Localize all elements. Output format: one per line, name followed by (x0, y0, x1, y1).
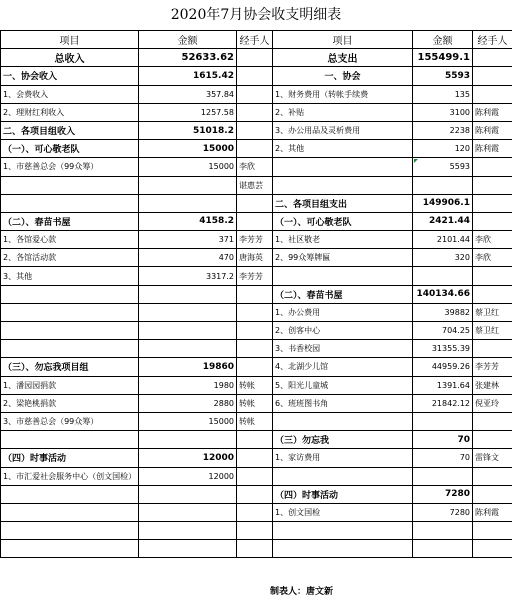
left-amount-cell[interactable] (139, 431, 237, 449)
right-item-cell[interactable]: 2、创客中心 (273, 322, 413, 340)
left-handler-cell[interactable]: 李芳芳 (237, 231, 273, 249)
right-item-cell[interactable]: （二）、春苗书屋 (273, 285, 413, 303)
left-item-cell[interactable]: 1、市慈善总会（99众筹） (1, 158, 139, 176)
left-handler-cell[interactable] (237, 194, 273, 212)
left-item-cell[interactable] (1, 176, 139, 194)
table-row (1, 212, 512, 230)
table-row (1, 322, 512, 340)
right-handler-cell[interactable] (473, 194, 512, 212)
right-amount-cell[interactable]: 2101.44 (413, 231, 473, 249)
right-amount-cell[interactable]: 44959.26 (413, 358, 473, 376)
right-handler-cell[interactable]: 蔡卫红 (473, 322, 512, 340)
left-amount-cell[interactable] (139, 285, 237, 303)
table-row (1, 376, 512, 394)
right-amount-cell[interactable]: 5593 (413, 67, 473, 85)
right-amount-cell[interactable]: 135 (413, 85, 473, 103)
left-handler-cell[interactable]: 唐海英 (237, 249, 273, 267)
right-amount-cell[interactable]: 140134.66 (413, 285, 473, 303)
left-handler-cell[interactable] (237, 103, 273, 121)
right-item-cell[interactable]: 4、北湖少儿馆 (273, 358, 413, 376)
left-handler-cell[interactable]: 转帐 (237, 394, 273, 412)
left-handler-cell[interactable]: 转帐 (237, 412, 273, 430)
left-item-cell[interactable]: 1、会费收入 (1, 85, 139, 103)
left-handler-cell[interactable] (237, 49, 273, 67)
left-amount-cell[interactable]: 3317.2 (139, 267, 237, 285)
right-handler-cell[interactable]: 李欣 (473, 231, 512, 249)
left-amount-cell[interactable]: 15000 (139, 140, 237, 158)
right-handler-cell[interactable]: 李芳芳 (473, 358, 512, 376)
header-amount-left: 金额 (139, 31, 237, 49)
left-amount-cell[interactable]: 19860 (139, 358, 237, 376)
table-row (1, 158, 512, 176)
right-item-cell[interactable]: 1、办公费用 (273, 303, 413, 321)
table-row (1, 176, 512, 194)
left-amount-cell[interactable] (139, 540, 237, 558)
left-amount-cell[interactable] (139, 340, 237, 358)
left-amount-cell[interactable]: 371 (139, 231, 237, 249)
right-amount-cell[interactable] (413, 412, 473, 430)
right-handler-cell[interactable] (473, 540, 512, 558)
right-amount-cell[interactable]: 2238 (413, 121, 473, 139)
left-amount-cell[interactable]: 12000 (139, 467, 237, 485)
right-handler-cell[interactable] (473, 340, 512, 358)
right-item-cell[interactable]: 2、其他 (273, 140, 413, 158)
left-item-cell[interactable]: 2、理财红利收入 (1, 103, 139, 121)
left-handler-cell[interactable] (237, 503, 273, 521)
left-item-cell[interactable]: 3、市慈善总会（99众筹） (1, 412, 139, 430)
header-handler-left: 经手人 (237, 31, 273, 49)
right-handler-cell[interactable] (473, 267, 512, 285)
left-amount-cell[interactable] (139, 194, 237, 212)
table-row (1, 303, 512, 321)
right-item-cell[interactable]: 2、补贴 (273, 103, 413, 121)
left-amount-cell[interactable]: 15000 (139, 158, 237, 176)
left-amount-cell[interactable]: 357.84 (139, 85, 237, 103)
right-item-cell[interactable]: 3、书香校园 (273, 340, 413, 358)
left-handler-cell[interactable] (237, 540, 273, 558)
right-handler-cell[interactable] (473, 285, 512, 303)
left-handler-cell[interactable] (237, 322, 273, 340)
table-row (1, 121, 512, 139)
left-item-cell[interactable]: 总收入 (1, 49, 139, 67)
left-handler-cell[interactable] (237, 121, 273, 139)
left-amount-cell[interactable]: 1980 (139, 376, 237, 394)
header-row (1, 31, 512, 49)
ledger-table (0, 30, 512, 558)
left-handler-cell[interactable]: 转帐 (237, 376, 273, 394)
table-row (1, 485, 512, 503)
table-row (1, 140, 512, 158)
right-handler-cell[interactable]: 陈利霞 (473, 503, 512, 521)
right-handler-cell[interactable]: 雷锋文 (473, 449, 512, 467)
left-handler-cell[interactable] (237, 522, 273, 540)
right-item-cell[interactable] (273, 176, 413, 194)
left-handler-cell[interactable] (237, 467, 273, 485)
right-item-cell[interactable]: 1、家访费用 (273, 449, 413, 467)
left-amount-cell[interactable] (139, 303, 237, 321)
right-amount-cell[interactable]: 39882 (413, 303, 473, 321)
right-item-cell[interactable] (273, 522, 413, 540)
left-handler-cell[interactable] (237, 67, 273, 85)
right-amount-cell[interactable]: 7280 (413, 485, 473, 503)
table-row (1, 340, 512, 358)
table-row (1, 49, 512, 67)
left-item-cell[interactable]: 1、各馆爱心款 (1, 231, 139, 249)
left-item-cell[interactable]: （二）、春苗书屋 (1, 212, 139, 230)
left-item-cell[interactable]: 2、梁艳桃捐款 (1, 394, 139, 412)
right-handler-cell[interactable] (473, 85, 512, 103)
right-amount-cell[interactable] (413, 540, 473, 558)
left-amount-cell[interactable]: 15000 (139, 412, 237, 430)
left-amount-cell[interactable]: 4158.2 (139, 212, 237, 230)
left-item-cell[interactable] (1, 340, 139, 358)
right-amount-cell[interactable]: 70 (413, 431, 473, 449)
left-amount-cell[interactable] (139, 503, 237, 521)
right-handler-cell[interactable] (473, 412, 512, 430)
right-item-cell[interactable]: 一、协会 (273, 67, 413, 85)
left-amount-cell[interactable]: 2880 (139, 394, 237, 412)
right-handler-cell[interactable] (473, 212, 512, 230)
left-handler-cell[interactable] (237, 449, 273, 467)
right-handler-cell[interactable]: 陈利霞 (473, 121, 512, 139)
right-amount-cell[interactable]: 704.25 (413, 322, 473, 340)
right-handler-cell[interactable]: 陈利霞 (473, 140, 512, 158)
right-handler-cell[interactable] (473, 467, 512, 485)
right-item-cell[interactable] (273, 267, 413, 285)
right-handler-cell[interactable]: 蔡卫红 (473, 303, 512, 321)
right-amount-cell[interactable]: 31355.39 (413, 340, 473, 358)
right-item-cell[interactable]: 1、财务费用（转帐手续费 (273, 85, 413, 103)
right-handler-cell[interactable] (473, 49, 512, 67)
left-handler-cell[interactable] (237, 340, 273, 358)
right-amount-cell[interactable]: 149906.1 (413, 194, 473, 212)
right-amount-cell[interactable]: 3100 (413, 103, 473, 121)
header-item-right: 项目 (273, 31, 413, 49)
right-amount-cell[interactable]: 7280 (413, 503, 473, 521)
table-row (1, 194, 512, 212)
left-item-cell[interactable]: 二、各项目组收入 (1, 121, 139, 139)
left-amount-cell[interactable] (139, 322, 237, 340)
left-item-cell[interactable]: （一）、可心敬老队 (1, 140, 139, 158)
table-row (1, 85, 512, 103)
right-handler-cell[interactable] (473, 522, 512, 540)
header-item-left: 项目 (1, 31, 139, 49)
header-amount-right: 金额 (413, 31, 473, 49)
right-handler-cell[interactable]: 倪亚玲 (473, 394, 512, 412)
table-row (1, 67, 512, 85)
left-handler-cell[interactable] (237, 285, 273, 303)
prepared-by: 制表人：唐文新 (270, 587, 334, 597)
right-amount-cell[interactable]: 2421.44 (413, 212, 473, 230)
right-amount-cell[interactable]: 70 (413, 449, 473, 467)
right-amount-cell[interactable] (413, 267, 473, 285)
left-handler-cell[interactable] (237, 431, 273, 449)
table-row (1, 358, 512, 376)
table-row (1, 394, 512, 412)
right-amount-cell[interactable]: 5593 (413, 158, 473, 176)
left-item-cell[interactable] (1, 322, 139, 340)
left-item-cell[interactable]: 3、其他 (1, 267, 139, 285)
left-item-cell[interactable] (1, 503, 139, 521)
table-row (1, 522, 512, 540)
left-item-cell[interactable]: 一、协会收入 (1, 67, 139, 85)
left-amount-cell[interactable] (139, 522, 237, 540)
right-item-cell[interactable] (273, 540, 413, 558)
right-handler-cell[interactable]: 张建林 (473, 376, 512, 394)
left-handler-cell[interactable] (237, 85, 273, 103)
table-row (1, 249, 512, 267)
left-handler-cell[interactable] (237, 303, 273, 321)
table-row (1, 503, 512, 521)
left-handler-cell[interactable] (237, 485, 273, 503)
left-item-cell[interactable] (1, 303, 139, 321)
left-amount-cell[interactable] (139, 485, 237, 503)
right-amount-cell[interactable] (413, 176, 473, 194)
table-row (1, 103, 512, 121)
right-item-cell[interactable] (273, 158, 413, 176)
right-handler-cell[interactable] (473, 158, 512, 176)
left-item-cell[interactable]: 1、市汇爱社会服务中心（创文国检） (1, 467, 139, 485)
left-item-cell[interactable] (1, 431, 139, 449)
right-handler-cell[interactable] (473, 67, 512, 85)
right-amount-cell[interactable]: 155499.1 (413, 49, 473, 67)
right-handler-cell[interactable]: 陈利霞 (473, 103, 512, 121)
right-item-cell[interactable]: 2、99众筹牌匾 (273, 249, 413, 267)
left-handler-cell[interactable] (237, 212, 273, 230)
left-item-cell[interactable]: 1、潘园园捐款 (1, 376, 139, 394)
left-item-cell[interactable] (1, 285, 139, 303)
right-item-cell[interactable]: 二、各项目组支出 (273, 194, 413, 212)
right-amount-cell[interactable]: 1391.64 (413, 376, 473, 394)
left-amount-cell[interactable]: 52633.62 (139, 49, 237, 67)
right-amount-cell[interactable] (413, 467, 473, 485)
left-item-cell[interactable]: 2、各馆活动款 (1, 249, 139, 267)
right-item-cell[interactable]: 3、办公用品及灵析费用 (273, 121, 413, 139)
right-handler-cell[interactable]: 李欣 (473, 249, 512, 267)
right-handler-cell[interactable] (473, 431, 512, 449)
right-item-cell[interactable]: 5、阳光儿童城 (273, 376, 413, 394)
right-amount-cell[interactable]: 21842.12 (413, 394, 473, 412)
left-handler-cell[interactable]: 李欣 (237, 158, 273, 176)
right-item-cell[interactable] (273, 412, 413, 430)
left-item-cell[interactable] (1, 522, 139, 540)
right-item-cell[interactable]: （一）、可心敬老队 (273, 212, 413, 230)
left-item-cell[interactable] (1, 485, 139, 503)
left-handler-cell[interactable] (237, 358, 273, 376)
left-handler-cell[interactable]: 李芳芳 (237, 267, 273, 285)
header-handler-right: 经手人 (473, 31, 512, 49)
cell-indicator-icon (414, 159, 418, 163)
table-row (1, 467, 512, 485)
right-handler-cell[interactable] (473, 485, 512, 503)
table-row (1, 231, 512, 249)
left-amount-cell[interactable]: 1257.58 (139, 103, 237, 121)
left-amount-cell[interactable] (139, 176, 237, 194)
table-row (1, 449, 512, 467)
left-amount-cell[interactable]: 470 (139, 249, 237, 267)
left-item-cell[interactable]: （三）、勿忘我项目组 (1, 358, 139, 376)
left-amount-cell[interactable]: 12000 (139, 449, 237, 467)
right-item-cell[interactable]: 6、班班图书角 (273, 394, 413, 412)
left-handler-cell[interactable]: 谌惠芸 (237, 176, 273, 194)
table-row (1, 267, 512, 285)
left-item-cell[interactable] (1, 194, 139, 212)
table-row (1, 540, 512, 558)
table-row (1, 431, 512, 449)
right-item-cell[interactable]: （四）时事活动 (273, 485, 413, 503)
right-item-cell[interactable]: 总支出 (273, 49, 413, 67)
left-amount-cell[interactable]: 1615.42 (139, 67, 237, 85)
right-amount-cell[interactable] (413, 522, 473, 540)
right-amount-cell[interactable]: 320 (413, 249, 473, 267)
table-row (1, 412, 512, 430)
left-handler-cell[interactable] (237, 140, 273, 158)
right-item-cell[interactable] (273, 467, 413, 485)
table-row (1, 285, 512, 303)
left-item-cell[interactable]: （四）时事活动 (1, 449, 139, 467)
left-amount-cell[interactable]: 51018.2 (139, 121, 237, 139)
sheet-title: 2020年7月协会收支明细表 (170, 7, 342, 23)
right-amount-cell[interactable]: 120 (413, 140, 473, 158)
right-item-cell[interactable]: （三）勿忘我 (273, 431, 413, 449)
right-handler-cell[interactable] (473, 176, 512, 194)
right-item-cell[interactable]: 1、社区敬老 (273, 231, 413, 249)
left-item-cell[interactable] (1, 540, 139, 558)
right-item-cell[interactable]: 1、创文国检 (273, 503, 413, 521)
